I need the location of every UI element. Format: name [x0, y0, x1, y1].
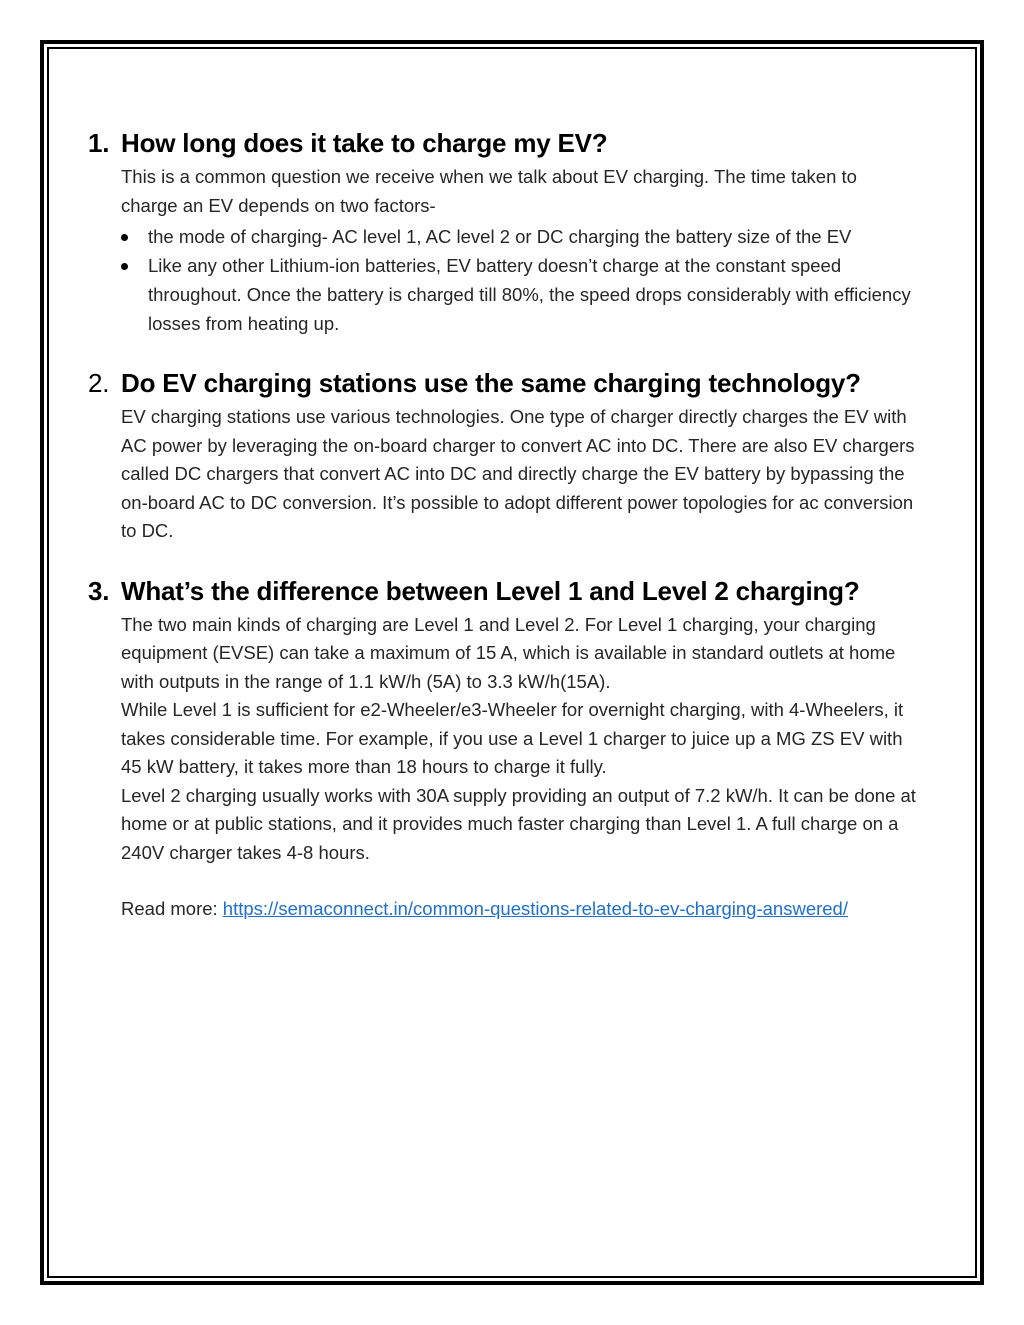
faq-body-text-2: EV charging stations use various technologies. One type of charger directly charges the EV with AC power by leveraging the on-board charger to convert AC into DC. There are also EV chargers called DC chargers that convert AC into DC and directly charge the EV battery by bypassing the on-board AC to DC conversion. It’s possible to adopt different power topologies for ac conversion to DC. [121, 406, 915, 541]
read-more [121, 895, 918, 924]
list-item [88, 251, 918, 338]
faq-section-1 [88, 124, 918, 338]
faq-section-3 [88, 572, 918, 924]
faq-title-2: Do EV charging stations use the same charging technology? [121, 368, 861, 398]
faq-intro-1 [121, 163, 918, 220]
faq-section-2 [88, 364, 918, 546]
faq-paragraph-3-3: Level 2 charging usually works with 30A supply providing an output of 7.2 kW/h. It can be done at home or at public stations, and it provides much faster charging than Level 1. A full charge on a 240V charger takes 4-8 hours. [121, 784, 916, 863]
faq-number-1: 1. [88, 128, 110, 158]
faq-intro-text-1: This is a common question we receive when we talk about EV charging. The time taken to charge an EV depends on two factors- [121, 166, 857, 216]
document-content [88, 124, 918, 924]
read-more-label: Read more: [121, 898, 223, 919]
faq-number-2: 2. [88, 368, 110, 398]
bullet-text-2: Like any other Lithium-ion batteries, EV battery doesn’t charge at the constant speed throughout. Once the battery is charged till 80%, the speed drops considerably with efficiency losses from heating up. [148, 255, 911, 334]
faq-title-3: What’s the difference between Level 1 and Level 2 charging? [121, 575, 860, 606]
read-more-link[interactable]: https://semaconnect.in/common-questions-related-to-ev-charging-answered/ [222, 898, 848, 919]
bullet-icon [121, 263, 128, 270]
faq-heading-2 [88, 364, 918, 403]
list-item [88, 222, 918, 251]
faq-body-2 [121, 403, 918, 546]
bullet-icon [121, 234, 128, 241]
faq-heading-1 [88, 124, 918, 163]
faq-title-1: How long does it take to charge my EV? [121, 128, 608, 158]
faq-paragraph-3-1: The two main kinds of charging are Level 1 and Level 2. For Level 1 charging, your charging equipment (EVSE) can take a maximum of 15 A, which is available in standard outlets at home with outputs in the range of 1.1 kW/h (5A) to 3.3 kW/h(15A). [121, 613, 896, 692]
bullet-text-1: the mode of charging- AC level 1, AC level 2 or DC charging the battery size of the EV [148, 226, 852, 247]
faq-bullet-list-1 [88, 222, 918, 338]
faq-paragraph-3-2: While Level 1 is sufficient for e2-Wheeler/e3-Wheeler for overnight charging, with 4-Wheelers, it takes considerable time. For example, if you use a Level 1 charger to juice up a MG ZS EV with 45 kW battery, it takes more than 18 hours to charge it fully. [121, 699, 904, 777]
faq-heading-3 [88, 572, 918, 611]
faq-body-3 [121, 611, 918, 924]
faq-number-3: 3. [88, 575, 110, 606]
